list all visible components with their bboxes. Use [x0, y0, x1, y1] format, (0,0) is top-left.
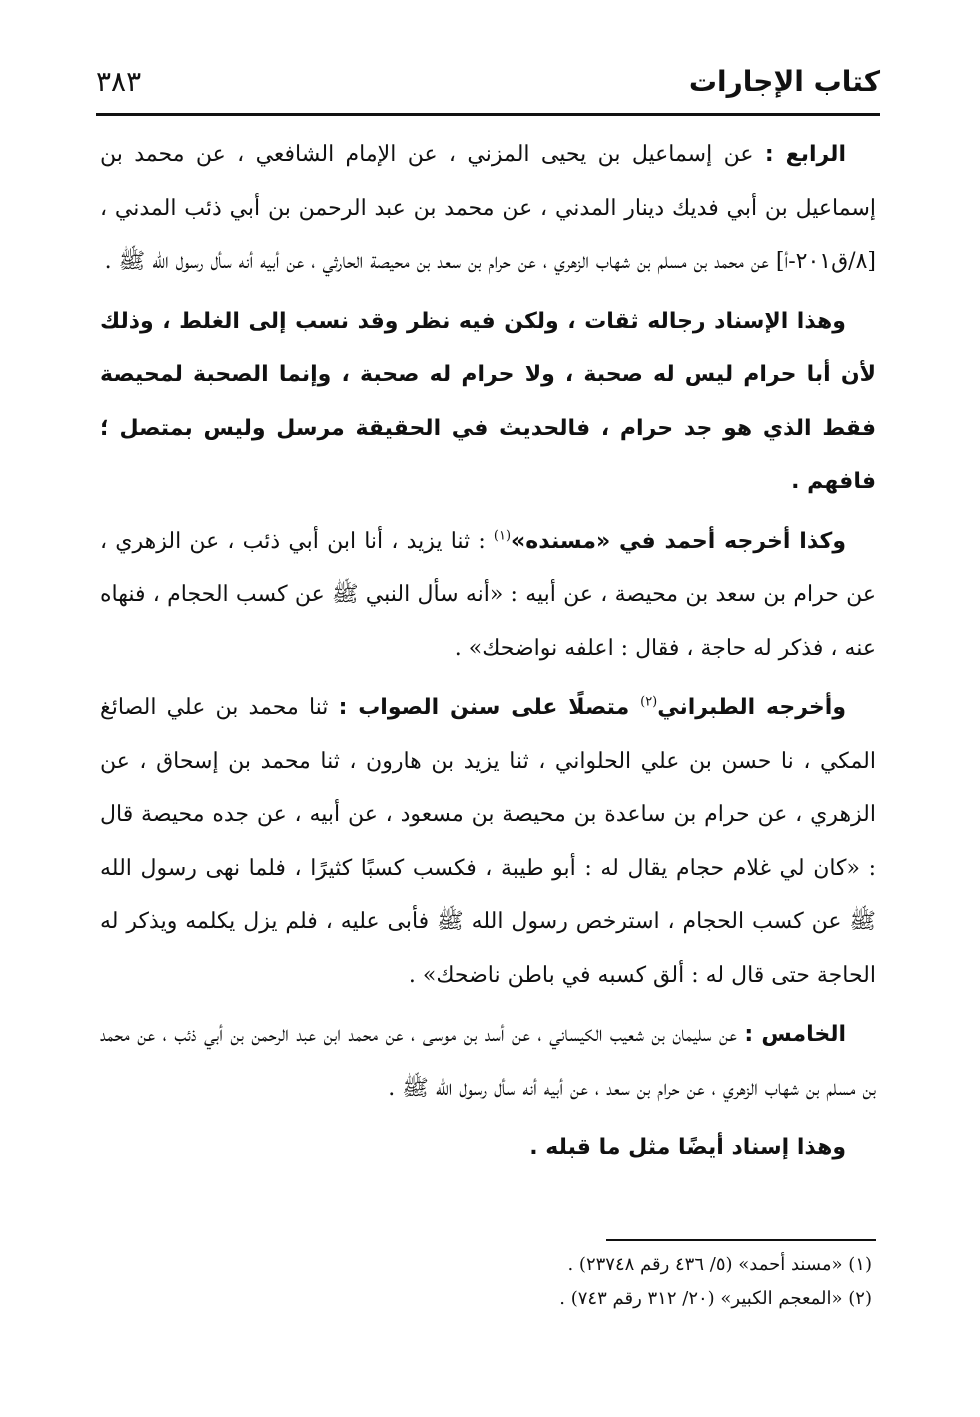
- paragraph-lead: وأخرجه الطبراني: [657, 695, 846, 720]
- paragraph-text: عن إسماعيل بن يحيى المزني ، عن الإمام الشافعي ، عن محمد بن إسماعيل بن أبي فديك دينار المدني ، عن محمد بن عبد الرحمن بن أبي ذئب المدني ، [٨/ق٢٠١-أ] عن محمد بن مسلم بن شهاب الزهري ، عن حرام بن سعد بن محيصة الحارثي ، عن أبيه أنه سأل رسول الله ﷺ .: [100, 142, 876, 274]
- footnotes: [100, 1248, 872, 1316]
- footnote-marker-2[interactable]: (٢): [640, 694, 658, 710]
- footnote-1: (١) «مسند أحمد» (٥/ ٤٣٦ رقم ٢٣٧٤٨) .: [567, 1254, 872, 1275]
- paragraph-fifth-chain: [100, 1008, 876, 1115]
- paragraph-ahmad: [100, 515, 876, 676]
- header-rule: [96, 113, 880, 116]
- paragraph-text: : ثنا يزيد ، أنا ابن أبي ذئب ، عن الزهري ، عن حرام بن سعد بن محيصة ، عن أبيه : «أنه سأل النبي ﷺ عن كسب الحجام ، فنهاه عنه ، فذكر له حاجة ، فقال : اعلفه نواضحك» .: [100, 528, 876, 661]
- footnote-2: (٢) «المعجم الكبير» (٢٠/ ٣١٢ رقم ٧٤٣) .: [559, 1288, 872, 1309]
- footnote-separator: [606, 1239, 876, 1241]
- paragraph-lead-continued: متصلًا على سنن الصواب :: [338, 695, 641, 720]
- page-number: ٣٨٣: [96, 65, 142, 98]
- paragraph-fourth-chain: [100, 128, 876, 289]
- running-title: كتاب الإجارات: [688, 65, 880, 98]
- paragraph-lead: الرابع :: [764, 142, 846, 167]
- paragraph-lead: وكذا أخرجه أحمد في «مسنده»: [511, 528, 846, 554]
- paragraph-tabarani: [100, 681, 876, 1002]
- main-text: [100, 128, 876, 1177]
- paragraph-text: عن سليمان بن شعيب الكيساني ، عن أسد بن موسى ، عن محمد ابن عبد الرحمن بن أبي ذئب ، عن محمد بن مسلم بن شهاب الزهري ، عن حرام بن سعد ، عن أبيه أنه سأل رسول الله ﷺ .: [100, 1022, 876, 1101]
- paragraph-final-comment: وهذا إسناد أيضًا مثل ما قبله .: [529, 1135, 846, 1160]
- footnote-marker-1[interactable]: (١): [493, 528, 512, 544]
- paragraph-isnad-comment: وهذا الإسناد رجاله ثقات ، ولكن فيه نظر وقد نسب إلى الغلط ، وذلك لأن أبا حرام ليس له صحبة ، ولا حرام له صحبة ، وإنما الصحبة لمحيصة فقط الذي هو جد حرام ، فالحديث في الحقيقة مرسل وليس بمتصل ؛ فافهم .: [100, 308, 876, 494]
- paragraph-lead: الخامس :: [744, 1022, 846, 1047]
- page-header: [96, 58, 880, 106]
- paragraph-text: ثنا محمد بن علي الصائغ المكي ، نا حسن بن علي الحلواني ، ثنا يزيد بن هارون ، ثنا محمد بن إسحاق ، عن الزهري ، عن حرام بن ساعدة بن محيصة بن مسعود ، عن أبيه ، عن جده محيصة قال : «كان لي غلام حجام يقال له : أبو طيبة ، فكسب كسبًا كثيرًا ، فلما نهى رسول الله ﷺ عن كسب الحجام ، استرخص رسول الله ﷺ فأبى عليه ، فلم يزل يكلمه ويذكر له الحاجة حتى قال له : ألق كسبه في باطن ناضحك» .: [100, 695, 876, 988]
